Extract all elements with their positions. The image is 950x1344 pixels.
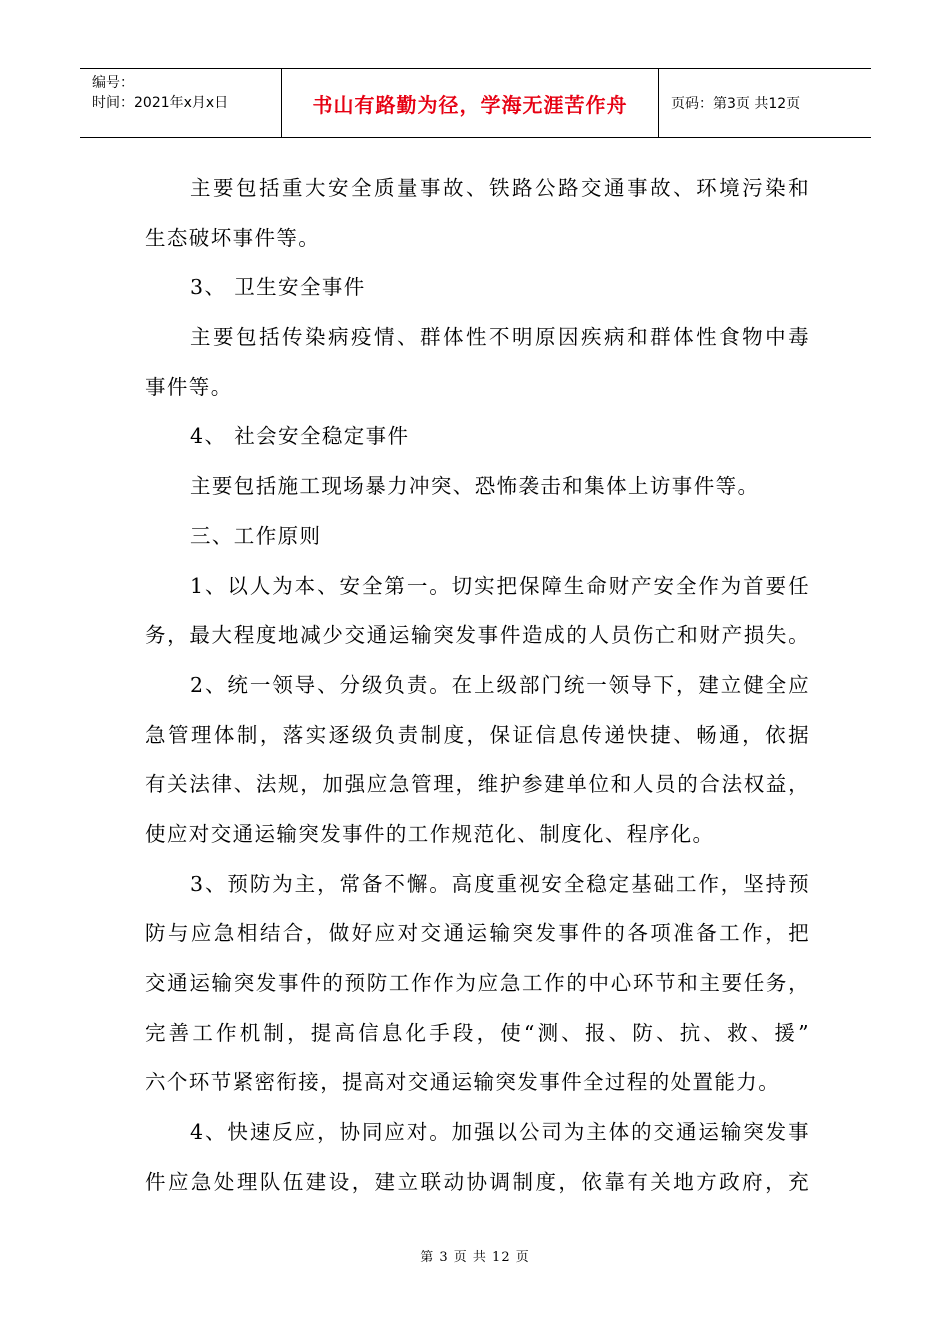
paragraph-line: 2、统一领导、分级负责。在上级部门统一领导下，建立健全应	[190, 672, 810, 697]
paragraph-line: 主要包括传染病疫情、群体性不明原因疾病和群体性食物中毒	[190, 325, 810, 350]
paragraph-line: 事件等。	[145, 374, 233, 399]
paragraph-line: 主要包括施工现场暴力冲突、恐怖袭击和集体上访事件等。	[190, 474, 760, 499]
document-time-label: 时间：2021年x月x日	[92, 95, 229, 111]
paragraph-line: 六个环节紧密衔接，提高对交通运输突发事件全过程的处置能力。	[145, 1070, 781, 1095]
paragraph-line: 防与应急相结合，做好应对交通运输突发事件的各项准备工作，把	[145, 921, 810, 946]
paragraph-line: 使应对交通运输突发事件的工作规范化、制度化、程序化。	[145, 821, 715, 846]
paragraph-line: 务，最大程度地减少交通运输突发事件造成的人员伤亡和财产损失。	[145, 623, 810, 648]
paragraph-line: 4、快速反应，协同应对。加强以公司为主体的交通运输突发事	[190, 1120, 810, 1145]
paragraph-line: 有关法律、法规，加强应急管理，维护参建单位和人员的合法权益，	[145, 772, 810, 797]
paragraph-line: 完善工作机制，提高信息化手段，使“测、报、防、抗、救、援”	[145, 1020, 810, 1045]
page-footer: 第 3 页 共 12 页	[420, 1250, 530, 1265]
section-heading: 4、 社会安全稳定事件	[190, 424, 410, 449]
header-meta	[80, 69, 282, 137]
paragraph-line: 交通运输突发事件的预防工作作为应急工作的中心环节和主要任务，	[145, 971, 810, 995]
paragraph-line: 件应急处理队伍建设，建立联动协调制度，依靠有关地方政府，充	[145, 1169, 810, 1194]
section-heading: 3、 卫生安全事件	[190, 275, 366, 300]
paragraph-line: 急管理体制，落实逐级负责制度，保证信息传递快捷、畅通，依据	[145, 722, 810, 747]
paragraph-line: 1、以人为本、安全第一。切实把保障生命财产安全作为首要任	[190, 573, 810, 598]
header-page-info: 页码：第3页 共12页	[671, 96, 801, 112]
document-body	[145, 164, 810, 1207]
document-header	[80, 68, 871, 138]
paragraph-line: 生态破坏事件等。	[145, 225, 321, 250]
section-heading: 三、工作原则	[190, 523, 322, 548]
document-number-label: 编号：	[92, 75, 134, 91]
paragraph-line: 主要包括重大安全质量事故、铁路公路交通事故、环境污染和	[190, 176, 810, 200]
paragraph-line: 3、预防为主，常备不懈。高度重视安全稳定基础工作，坚持预	[190, 871, 810, 896]
header-motto: 书山有路勤为径，学海无涯苦作舟	[282, 69, 659, 137]
